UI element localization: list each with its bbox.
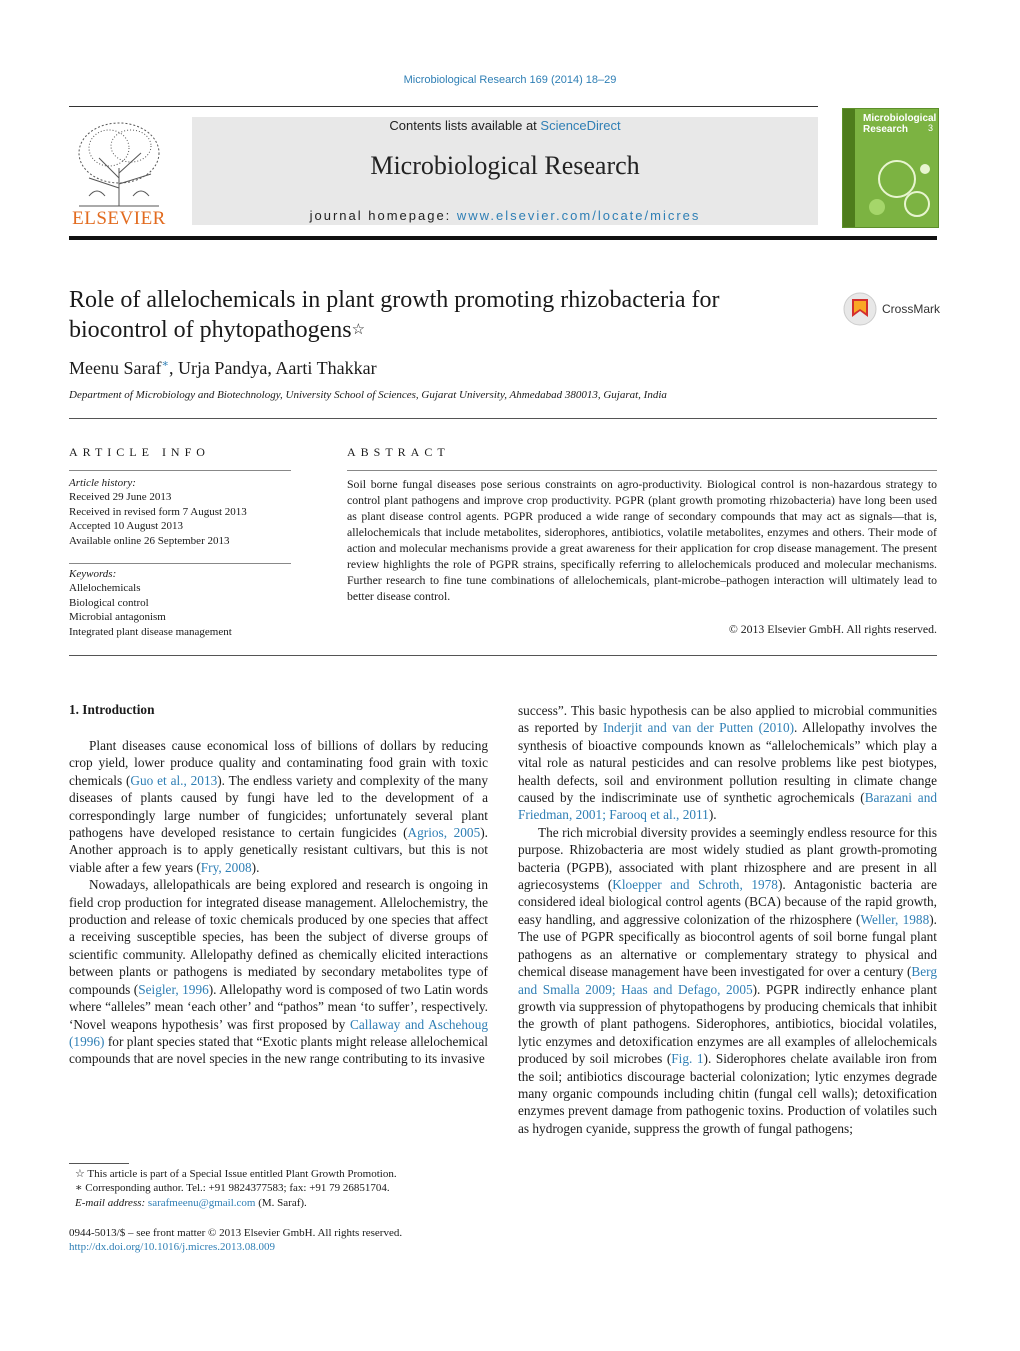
keyword: Microbial antagonism	[69, 611, 166, 624]
journal-citation[interactable]: Microbiological Research 169 (2014) 18–29	[403, 74, 617, 86]
header-divider	[69, 106, 818, 107]
doi-link[interactable]: http://dx.doi.org/10.1016/j.micres.2013.08.009	[69, 1241, 276, 1254]
footnote-special-issue: ☆ This article is part of a Special Issue entitled Plant Growth Promotion.	[75, 1168, 397, 1180]
paragraph: success”. This basic hypothesis can be also applied to microbial communities as reported by Inderjit and van der Putten (2010). Allelopathy involves the synthesis of bioactive compounds known as “allelochemicals” which play a vital role as natural pesticides and can resolve problems like pest biotypes, health defects, soil and environment pollution resulting in climate change caused by the indiscriminate use of synthetic agrochemicals (Barazani and Friedman, 2001; Farooq et al., 2011).	[518, 703, 937, 823]
citation-link[interactable]: Weller, 1988	[860, 911, 930, 927]
abstract-copyright: © 2013 Elsevier GmbH. All rights reserved.	[728, 622, 937, 636]
footnotes	[69, 1167, 489, 1210]
body-column-left	[69, 737, 488, 1068]
paragraph: Nowadays, allelopathicals are being explored and research is ongoing in field crop production for integrated disease management. Allelochemistry, the production and release of toxic chemicals produced by one species that affect a receiving susceptible species, has been the subject of diverse groups of scientific community. Allelopathy defined as chemically elicited interactions between plants or pathogens is mediated by secondary metabolites type of compounds (Seigler, 1996). Allelopathy word is composed of two Latin words where “alleles” mean ‘each other’ and “pathos” mean ‘to suffer’, respectively. ‘Novel weapons hypothesis’ was first proposed by Callaway and Aschehoug (1996) for plant species stated that “Exotic plants might release allelochemical compounds that are novel species in the new range contributing to its invasive	[69, 877, 489, 1067]
keywords	[69, 567, 291, 639]
journal-homepage: journal homepage: www.elsevier.com/locate/micres	[309, 208, 701, 223]
section-heading: 1. Introduction	[69, 702, 155, 717]
citation-link[interactable]: Barazani and Friedman, 2001; Farooq et al., 2011	[518, 790, 937, 823]
elsevier-wordmark: ELSEVIER	[72, 208, 166, 229]
crossmark-badge[interactable]	[842, 291, 941, 327]
article-history	[69, 476, 291, 548]
front-matter	[69, 1226, 489, 1255]
corresponding-author-mark[interactable]: ∗	[161, 358, 169, 370]
citation-link[interactable]: Berg and Smalla 2009; Haas and Defago, 2005	[518, 964, 937, 997]
journal-cover-thumbnail[interactable]	[842, 108, 939, 228]
citation-link[interactable]: Agrios, 2005	[407, 825, 481, 841]
cover-illustration	[857, 149, 937, 225]
citation-link[interactable]: Callaway and Aschehoug (1996)	[69, 1016, 488, 1049]
keywords-label: Keywords:	[69, 568, 117, 580]
paragraph: The rich microbial diversity provides a seemingly endless resource for this purpose. Rhizobacteria are most widely studied as plant growth-promoting bacteria (PGPB), associated with plant rhizosphere and are present in all agriecosystems (Kloepper and Schroth, 1978). Antagonistic bacteria are considered ideal biological control agents (BCA) because of the rapid growth, easy handling, and aggressive colonization of the rhizosphere (Weller, 1988). The use of PGPR specifically as biocontrol agents of soil borne fungal plant pathogens as an alternative or complementary strategy to physical and chemical disease management have been investigated for over a century (Berg and Smalla 2009; Haas and Defago, 2005). PGPR indirectly enhance plant growth via suppression of phytopathogens by producing chemicals that inhibit the growth of plant pathogens. Siderophores, antibiotics, biocidal volatiles, lytic enzymes and detoxification enzymes are all examples of allelochemicals produced by soil microbes (Fig. 1). Siderophores chelate available iron from the soil; antibiotics discourage bacterial colonization; lytic enzymes degrade many organic compounds including chitin (fungal cell walls); detoxification enzymes prevent damage from pathogenic toxins. Production of volatiles such as hydrogen cyanide, suppress the growth of fungal pathogens;	[518, 824, 937, 1136]
cover-strip	[843, 109, 855, 227]
citation-link[interactable]: Seigler, 1996	[138, 981, 209, 997]
figure-link[interactable]: Fig. 1	[671, 1051, 704, 1067]
citation-link[interactable]: Fry, 2008	[200, 859, 252, 875]
abstract-heading: ABSTRACT	[347, 445, 450, 459]
keyword: Integrated plant disease management	[69, 625, 232, 638]
history-item: Received 29 June 2013	[69, 491, 172, 504]
footnote-corresponding: ∗ Corresponding author. Tel.: +91 9824377583; fax: +91 79 26851704.	[75, 1182, 390, 1195]
affiliation: Department of Microbiology and Biotechnology, University School of Sciences, Gujarat University, Ahmedabad 380013, Gujarat, India	[69, 389, 667, 401]
issn-line: 0944-5013/$ – see front matter © 2013 Elsevier GmbH. All rights reserved.	[69, 1227, 403, 1239]
cover-title: Microbiological Research	[863, 113, 937, 135]
keyword: Allelochemicals	[69, 582, 141, 595]
divider	[347, 470, 937, 471]
citation-link[interactable]: Kloepper and Schroth, 1978	[612, 877, 778, 893]
abstract-text: Soil borne fungal diseases pose serious constraints on agro-productivity. Biological control is non-hazardous strategy to control plant pathogens and improve crop productivity. PGPR (plant growth promoting rhizobacteria) have long been used as plant disease control agents. PGPR produced a wide range of secondary compounds that may act as signals—that is, allelochemicals that include metabolites, siderophores, antibiotics, volatile metabolites, enzymes and others. Their mode of action and molecular mechanisms provide a great awareness for their application for crop disease management. The present review highlights the role of PGPR strains, specifically referring to allelochemicals produced and molecular mechanisms. Further research to fine tune combinations of allelochemicals, plant-microbe–pathogen interaction will ultimately lead to better disease control.	[347, 477, 937, 603]
divider	[69, 563, 291, 564]
author-list: Meenu Saraf∗, Urja Pandya, Aarti Thakkar	[69, 358, 377, 378]
homepage-link[interactable]: www.elsevier.com/locate/micres	[456, 208, 701, 223]
crossmark-label: CrossMark	[882, 302, 941, 316]
divider	[69, 418, 937, 419]
crossmark-icon	[842, 291, 878, 327]
footnote-divider	[69, 1163, 129, 1164]
header-thick-rule	[69, 236, 937, 240]
history-label: Article history:	[69, 477, 136, 489]
article-title: Role of allelochemicals in plant growth promoting rhizobacteria for biocontrol of phytopathogens☆	[69, 287, 720, 343]
history-item: Accepted 10 August 2013	[69, 520, 183, 533]
history-item: Received in revised form 7 August 2013	[69, 505, 247, 518]
sciencedirect-link[interactable]: ScienceDirect	[540, 118, 621, 133]
paragraph: Plant diseases cause economical loss of billions of dollars by reducing crop yield, lower produce quality and contaminating food grain with toxic chemicals (Guo et al., 2013). The endless variety and complexity of the many diseases of plants caused by fungi have led to the development of a correspondingly large number of fungicides; unfortunately several plant pathogens have developed resistance to certain fungicides (Agrios, 2005). Another approach is to apply genetically resistant cultivars, but this is not viable after a few years (Fry, 2008).	[69, 738, 488, 875]
journal-title: Microbiological Research	[370, 151, 640, 180]
body-column-right	[518, 702, 937, 1137]
footnote-email: E-mail address: sarafmeenu@gmail.com (M. Saraf).	[75, 1196, 307, 1209]
keyword: Biological control	[69, 596, 149, 609]
divider	[69, 655, 937, 656]
author-name[interactable]: Meenu Saraf	[69, 358, 162, 378]
citation-link[interactable]: Inderjit and van der Putten (2010)	[602, 720, 795, 736]
divider	[69, 470, 291, 471]
email-link[interactable]: sarafmeenu@gmail.com	[147, 1196, 256, 1209]
citation-link[interactable]: Guo et al., 2013	[130, 772, 218, 788]
article-info-heading: ARTICLE INFO	[69, 445, 210, 459]
contents-line: Contents lists available at ScienceDirect	[389, 118, 621, 133]
cover-volume: 3	[927, 123, 933, 133]
history-item: Available online 26 September 2013	[69, 534, 230, 547]
